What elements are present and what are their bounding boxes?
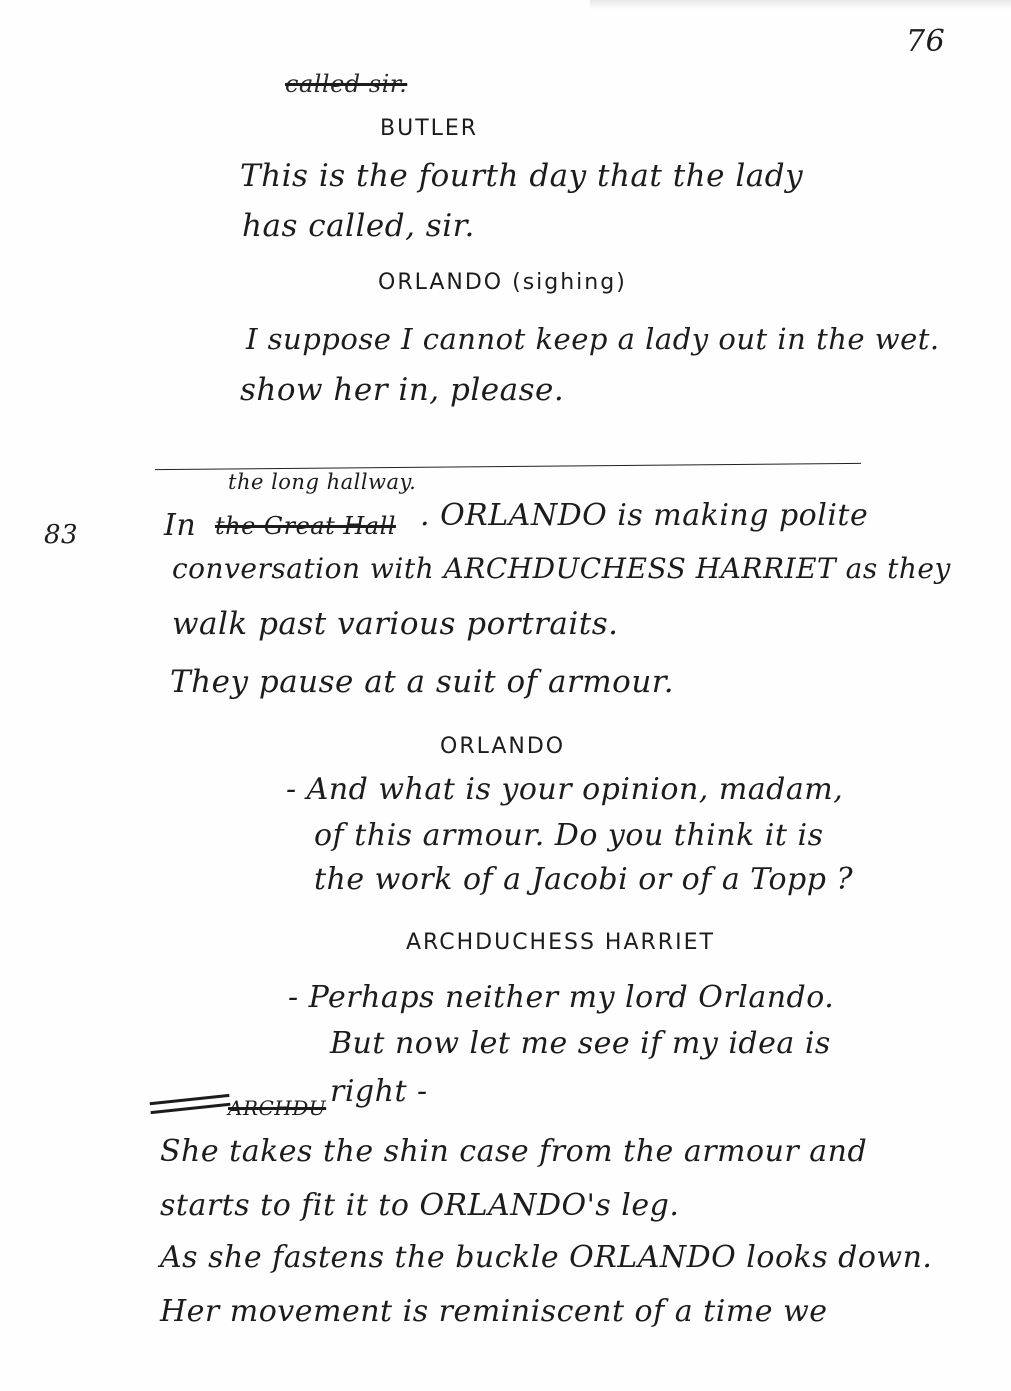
insertion-text: the long hallway. bbox=[228, 470, 417, 494]
harriet-line-2: But now let me see if my idea is bbox=[330, 1026, 831, 1061]
scene-divider bbox=[155, 463, 861, 470]
struck-text-mid: ARCHDU bbox=[228, 1096, 327, 1120]
orlando2-line-3: the work of a Jacobi or of a Topp ? bbox=[314, 862, 854, 897]
speaker-butler: BUTLER bbox=[380, 116, 479, 141]
scene-line-1-lead: In bbox=[164, 508, 197, 543]
butler-line-1: This is the fourth day that the lady bbox=[240, 158, 804, 194]
scene-number: 83 bbox=[44, 520, 79, 550]
action-line-1: She takes the shin case from the armour and bbox=[160, 1134, 868, 1169]
harriet-line-1: - Perhaps neither my lord Orlando. bbox=[288, 980, 835, 1015]
page-number: 76 bbox=[906, 24, 946, 59]
speaker-harriet: ARCHDUCHESS HARRIET bbox=[406, 930, 715, 955]
struck-location: the Great Hall bbox=[215, 512, 396, 540]
orlando2-line-1: - And what is your opinion, madam, bbox=[286, 772, 844, 807]
scene-line-4: They pause at a suit of armour. bbox=[170, 664, 675, 700]
scribble-mark bbox=[150, 1094, 231, 1114]
speaker-orlando-sighing: ORLANDO (sighing) bbox=[378, 270, 627, 295]
speaker-orlando: ORLANDO bbox=[440, 734, 566, 759]
scene-line-3: walk past various portraits. bbox=[172, 606, 619, 642]
struck-text-top: called sir. bbox=[285, 70, 408, 98]
scan-shadow bbox=[590, 0, 1011, 10]
action-line-3: As she fastens the buckle ORLANDO looks down. bbox=[160, 1240, 933, 1275]
action-line-4: Her movement is reminiscent of a time we bbox=[160, 1294, 828, 1329]
harriet-line-3: right - bbox=[330, 1074, 428, 1109]
scene-line-2: conversation with ARCHDUCHESS HARRIET as they bbox=[172, 552, 951, 585]
orlando2-line-2: of this armour. Do you think it is bbox=[314, 818, 824, 853]
scene-line-1-rest: . ORLANDO is making polite bbox=[420, 498, 869, 533]
orlando-line-1: I suppose I cannot keep a lady out in the wet. bbox=[246, 322, 940, 356]
butler-line-2: has called, sir. bbox=[242, 208, 475, 244]
action-line-2: starts to fit it to ORLANDO's leg. bbox=[160, 1188, 680, 1223]
orlando-line-2: show her in, please. bbox=[240, 372, 565, 408]
